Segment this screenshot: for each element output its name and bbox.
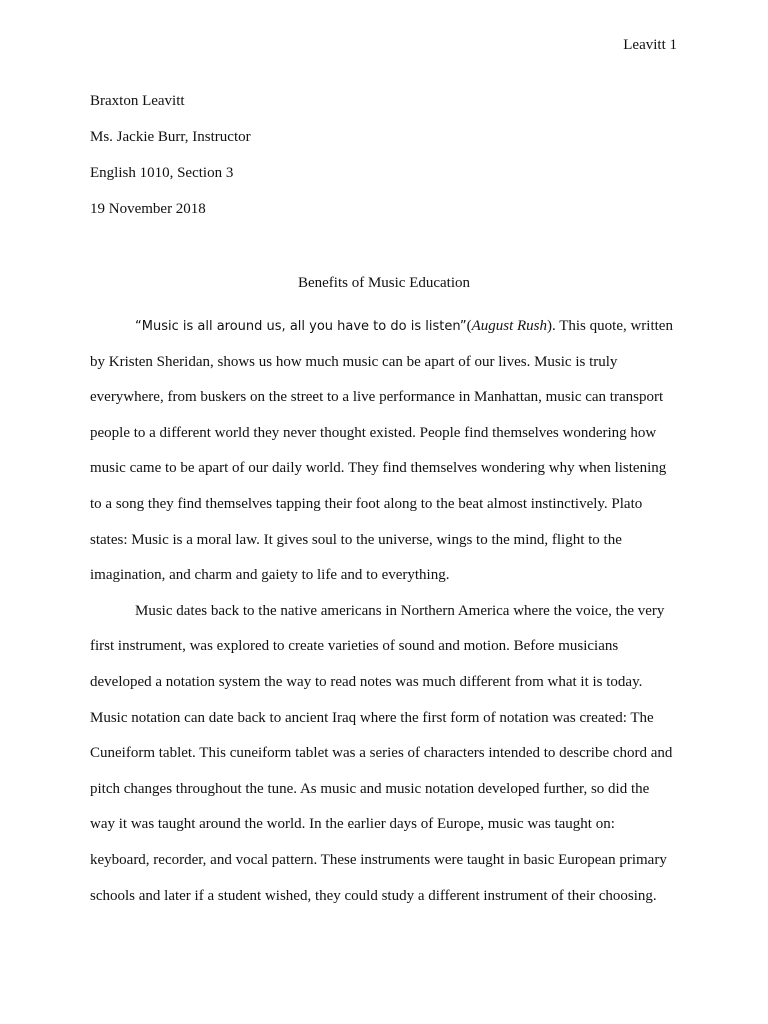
- running-head: Leavitt 1: [623, 37, 677, 53]
- essay-title: Benefits of Music Education: [297, 275, 471, 291]
- course-name: English 1010, Section 3: [90, 165, 234, 181]
- opening-quote: “Music is all around us, all you have to do is listen”: [135, 319, 467, 334]
- student-name: Braxton Leavitt: [90, 93, 185, 109]
- film-citation: August Rush: [471, 318, 547, 334]
- paragraph-1: [90, 309, 678, 594]
- citation-close-paren: ): [547, 318, 552, 334]
- essay-body: [90, 309, 678, 914]
- essay-date: 19 November 2018: [90, 201, 206, 217]
- instructor-name: Ms. Jackie Burr, Instructor: [90, 129, 251, 145]
- mla-heading: [90, 92, 680, 236]
- paragraph-1-text: . This quote, written by Kristen Sheridan, shows us how much music can be apart of our lives. Music is truly everywhere, from buskers on the street to a live performance in Manhattan, music can transport people to a different world they never thought existed. People find themselves wondering how music came to be apart of our daily world. They find themselves wondering why when listening to a song they find themselves tapping their foot along to the beat almost instinctively. Plato states: Music is a moral law. It gives soul to the universe, wings to the mind, flight to the imagination, and charm and gaiety to life and to everything.: [90, 318, 673, 584]
- citation-open-paren: (: [466, 318, 472, 334]
- paragraph-2: Music dates back to the native americans in Northern America where the voice, the very first instrument, was explored to create varieties of sound and motion. Before musicians developed a notation system the way to read notes was much different from what it is today. Music notation can date back to ancient Iraq where the first form of notation was created: The Cuneiform tablet. This cuneiform tablet was a series of characters intended to describe chord and pitch changes throughout the tune. As music and music notation developed further, so did the way it was taught around the world. In the earlier days of Europe, music was taught on: keyboard, recorder, and vocal pattern. These instruments were taught in basic European primary schools and later if a student wished, they could study a different instrument of their choosing.: [90, 602, 673, 904]
